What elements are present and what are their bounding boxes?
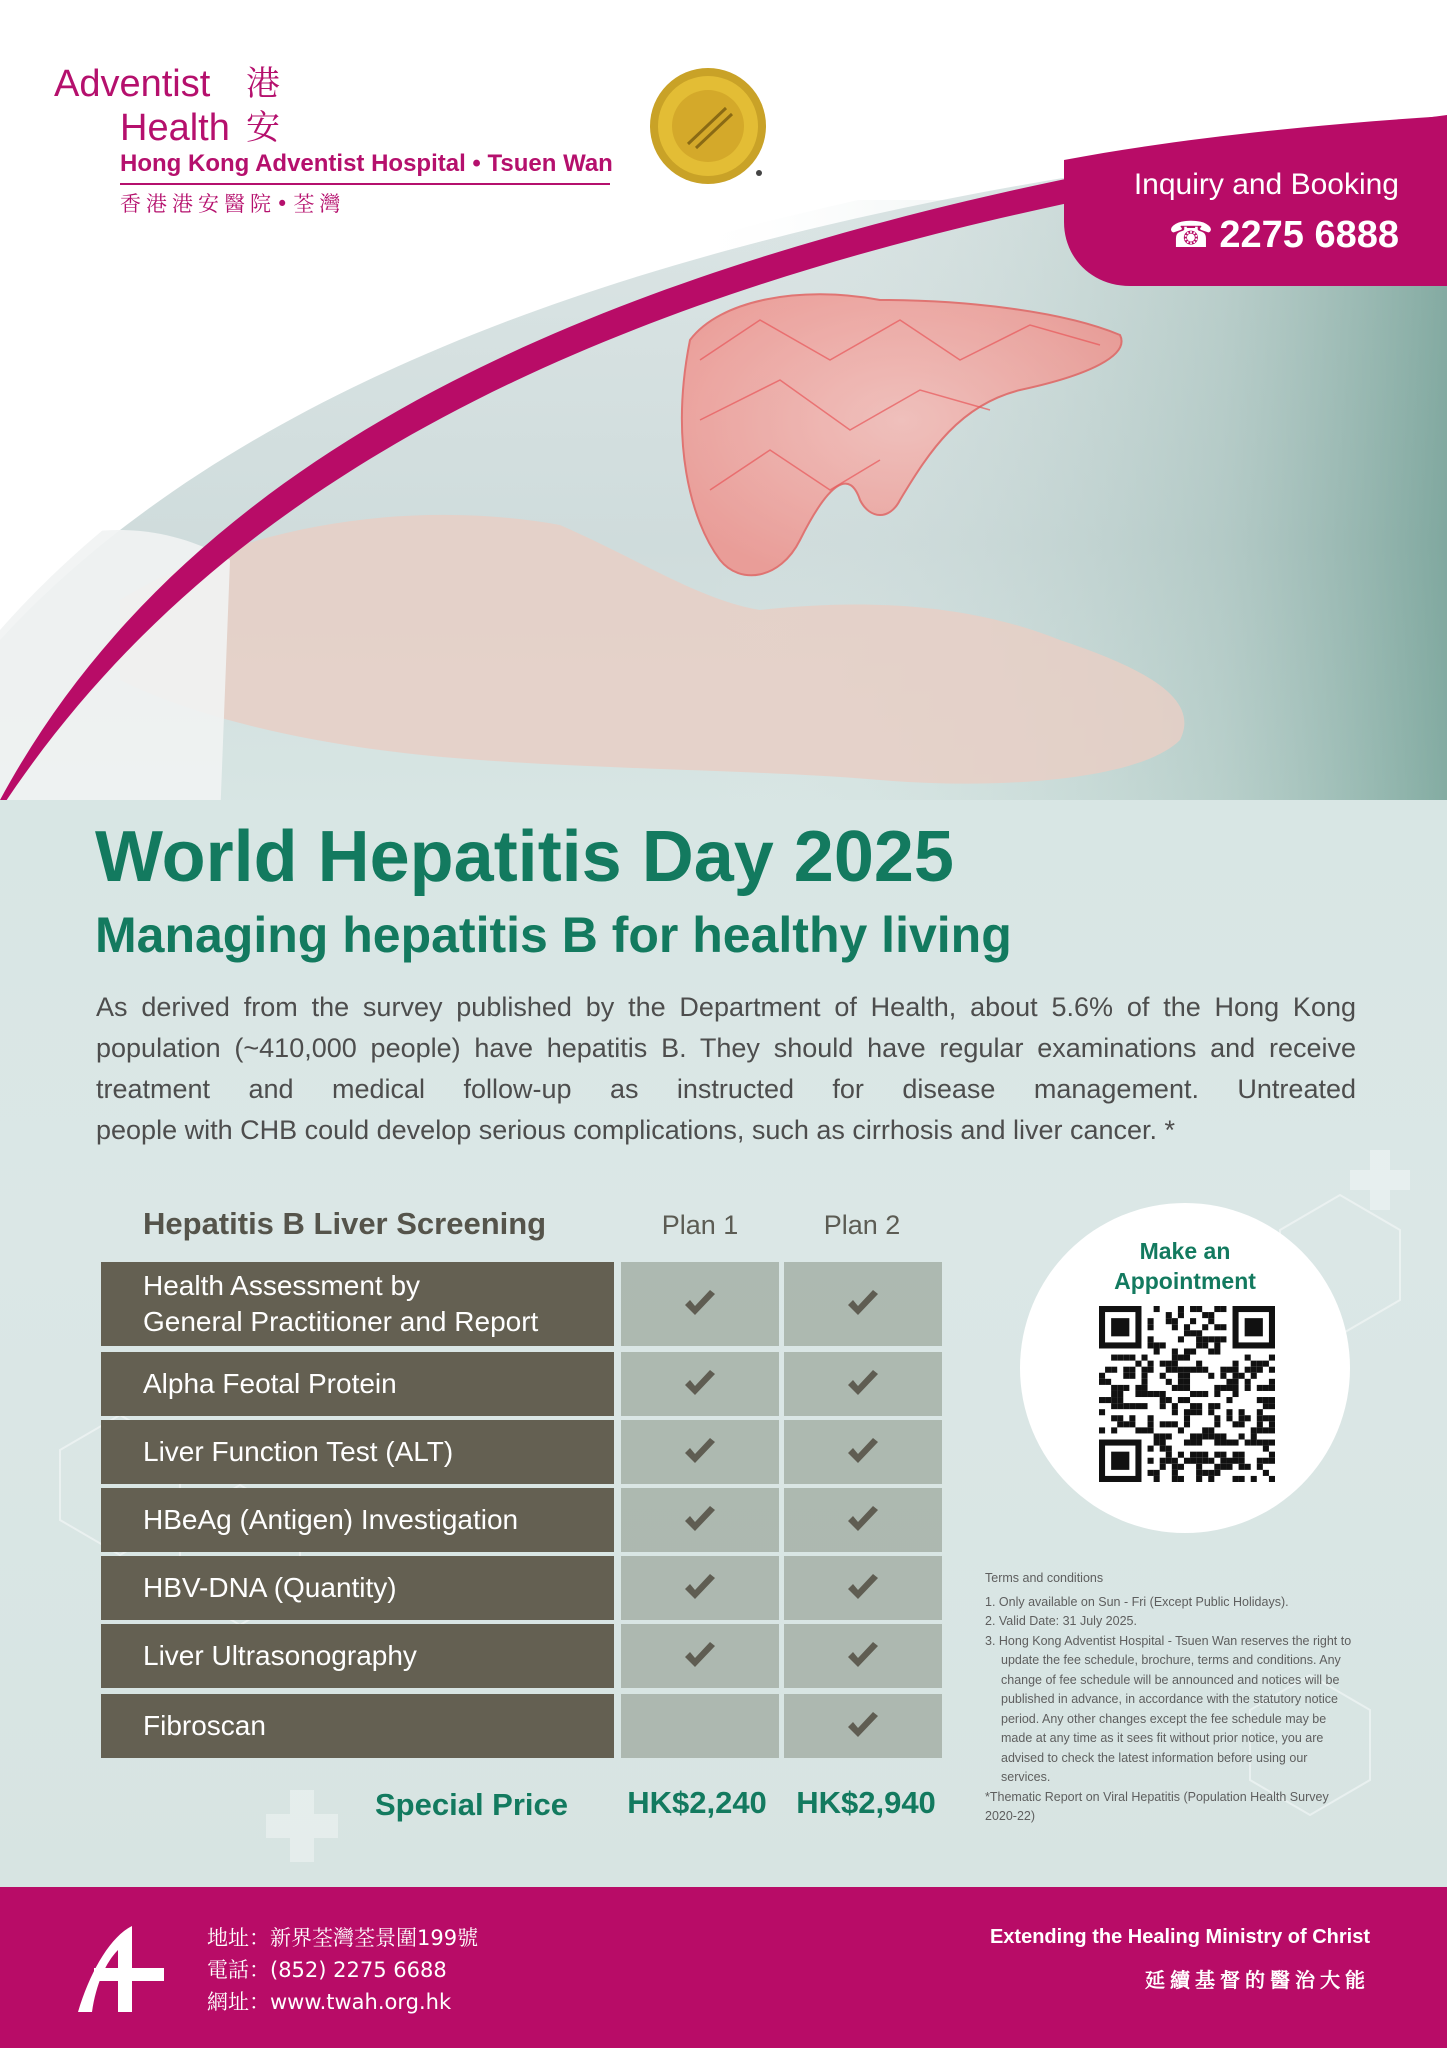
hospital-name-en: Hong Kong Adventist Hospital • Tsuen Wan <box>120 150 613 177</box>
hospital-name-zh: 香港港安醫院•荃灣 <box>120 192 346 216</box>
checkmark-icon <box>846 1642 880 1670</box>
footer-contact <box>207 1922 478 2018</box>
screening-item-label <box>101 1262 614 1346</box>
checkmark-icon <box>846 1574 880 1602</box>
plan1-cell <box>621 1624 779 1688</box>
plan-2-header: Plan 2 <box>823 1210 901 1240</box>
logo-chinese: 港 安 <box>246 64 280 148</box>
inquiry-title: Inquiry and Booking <box>1133 168 1399 201</box>
plan2-cell <box>784 1420 942 1484</box>
plan2-cell <box>784 1352 942 1416</box>
terms-item: 3. Hong Kong Adventist Hospital - Tsuen Wan reserves the right to update the fee schedule, brochure, terms and conditions. Any change of fee schedule will be announced and notices will be published in advance, in accordance with the statutory notice period. Any other changes except the fee schedule may be made at any time as it sees fit without prior notice, you are advised to check the latest information before using our services. <box>985 1633 1352 1784</box>
checkmark-icon <box>846 1712 880 1740</box>
intro-paragraph-last-line: people with CHB could develop serious complications, such as cirrhosis and liver cancer. * <box>96 1115 1176 1145</box>
footer-phone[interactable]: 電話：(852) 2275 6688 <box>207 1958 447 1982</box>
footer-website[interactable]: 網址：www.twah.org.hk <box>207 1990 452 2014</box>
plan2-cell <box>784 1556 942 1620</box>
hospital-logo-icon <box>70 1922 170 2014</box>
checkmark-icon <box>683 1438 717 1466</box>
screening-item-text: Liver Ultrasonography <box>143 1640 417 1671</box>
logo-divider <box>120 183 610 185</box>
plan2-cell <box>784 1624 942 1688</box>
checkmark-icon <box>683 1506 717 1534</box>
screening-item-text: Health Assessment by General Practitioner and Report <box>143 1270 539 1337</box>
intro-paragraph: As derived from the survey published by the Department of Health, about 5.6% of the Hong Kong population (~410,000 people) have hepatitis B. They should have regular examinations and receive treatment and medical follow-up as instructed for disease management. Untreated <box>96 992 1356 1104</box>
terms-item: 1. Only available on Sun - Fri (Except Public Holidays). <box>985 1594 1289 1609</box>
screening-item-label <box>101 1694 614 1758</box>
checkmark-icon <box>683 1370 717 1398</box>
plan1-cell <box>621 1488 779 1552</box>
page-subtitle: Managing hepatitis B for healthy living <box>95 907 1012 963</box>
screening-item-text: Alpha Feotal Protein <box>143 1368 397 1399</box>
plan1-cell <box>621 1694 779 1758</box>
screening-item-text: HBeAg (Antigen) Investigation <box>143 1504 519 1535</box>
screening-item-label <box>101 1556 614 1620</box>
screening-item-label <box>101 1352 614 1416</box>
screening-title: Hepatitis B Liver Screening <box>143 1206 547 1241</box>
appointment-qr-code[interactable] <box>1099 1306 1275 1482</box>
inquiry-phone[interactable] <box>1169 214 1399 257</box>
inquiry-phone-number: 2275 6888 <box>1219 214 1399 256</box>
plan2-cell <box>784 1488 942 1552</box>
terms-item: 2. Valid Date: 31 July 2025. <box>985 1614 1137 1628</box>
phone-icon: ☎ <box>1168 214 1214 255</box>
page-title: World Hepatitis Day 2025 <box>95 817 954 897</box>
plan1-cell <box>621 1556 779 1620</box>
screening-item-text: Fibroscan <box>143 1710 266 1741</box>
screening-item-label <box>101 1488 614 1552</box>
terms-footnote: *Thematic Report on Viral Hepatitis (Population Health Survey 2020-22) <box>985 1789 1329 1823</box>
plan2-cell <box>784 1694 942 1758</box>
checkmark-icon <box>846 1370 880 1398</box>
screening-item-text: Liver Function Test (ALT) <box>143 1436 454 1467</box>
appointment-heading: Make an Appointment <box>1114 1238 1256 1294</box>
plan2-cell <box>784 1262 942 1346</box>
footer-slogan-en: Extending the Healing Ministry of Christ <box>989 1926 1370 1948</box>
checkmark-icon <box>683 1290 717 1318</box>
accreditation-seal-icon <box>648 66 768 186</box>
footer-slogan-zh: 延續基督的醫治大能 <box>1145 1968 1370 1992</box>
checkmark-icon <box>846 1290 880 1318</box>
plan-1-price: HK$2,240 <box>627 1785 767 1820</box>
terms-and-conditions <box>985 1569 1355 1827</box>
footer-address: 地址：新界荃灣荃景圍199號 <box>207 1926 479 1950</box>
plan1-cell <box>621 1262 779 1346</box>
screening-item-label <box>101 1420 614 1484</box>
plan-1-header: Plan 1 <box>661 1210 739 1240</box>
checkmark-icon <box>683 1574 717 1602</box>
checkmark-icon <box>846 1438 880 1466</box>
plan1-cell <box>621 1352 779 1416</box>
logo-wordmark: Adventist Health <box>54 63 230 149</box>
checkmark-icon <box>683 1642 717 1670</box>
screening-item-label <box>101 1624 614 1688</box>
checkmark-icon <box>846 1506 880 1534</box>
terms-title: Terms and conditions <box>985 1571 1104 1585</box>
plan-2-price: HK$2,940 <box>796 1785 936 1820</box>
special-price-label: Special Price <box>375 1787 569 1822</box>
plan1-cell <box>621 1420 779 1484</box>
screening-item-text: HBV-DNA (Quantity) <box>143 1572 397 1603</box>
seal-registered-mark <box>756 170 762 176</box>
